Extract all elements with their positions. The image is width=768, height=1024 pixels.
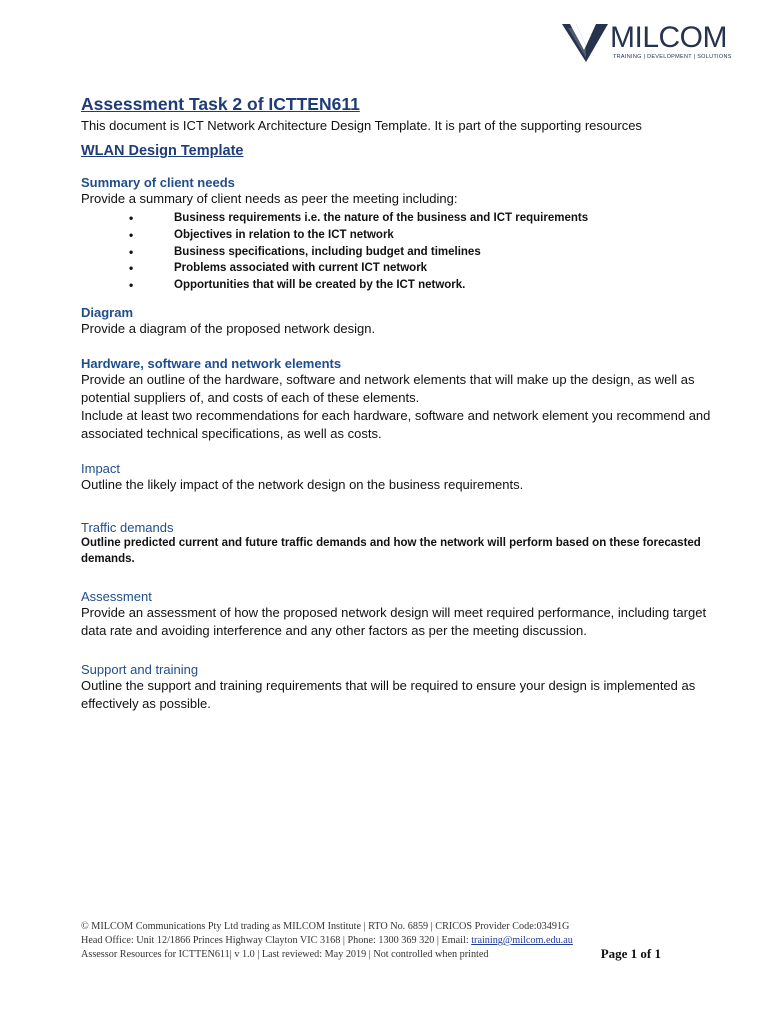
footer-contact: Head Office: Unit 12/1866 Princes Highway Clayton VIC 3168 | Phone: 1300 369 320 | Email: training@milcom.edu.au — [81, 935, 573, 946]
list-item: • Problems associated with current ICT network — [129, 261, 428, 276]
section-text: Outline the support and training requirements that will be required to ensure your design is implemented as effectively as possible. — [81, 677, 696, 711]
section-summary — [81, 175, 711, 294]
section-text-2: Include at least two recommendations for each hardware, software and network element you recommend and associated technical specifications, as well as costs. — [81, 407, 711, 441]
section-hardware — [81, 356, 711, 443]
section-text: Provide a summary of client needs as peer the meeting including: — [81, 191, 458, 206]
bullet-icon: • — [129, 211, 134, 225]
document-body — [81, 94, 711, 713]
bullet-icon: • — [129, 244, 134, 259]
section-diagram — [81, 305, 711, 338]
section-heading: Impact — [81, 460, 121, 476]
section-support — [81, 662, 711, 713]
section-heading: Traffic demands — [81, 519, 174, 535]
section-assessment — [81, 589, 711, 640]
section-text: Outline predicted current and future traffic demands and how the network will perform based on these forecasted demands. — [81, 536, 701, 565]
section-heading: Support and training — [81, 661, 199, 677]
list-item: • Opportunities that will be created by the ICT network. — [129, 278, 466, 293]
milcom-logo-mark-icon — [562, 22, 610, 62]
page-footer — [81, 920, 671, 962]
section-text: Outline the likely impact of the network design on the business requirements. — [81, 476, 524, 492]
document-intro: This document is ICT Network Architecture Design Template. It is part of the supporting resources — [81, 118, 642, 133]
section-heading: Assessment — [81, 588, 152, 604]
section-heading: Summary of client needs — [81, 175, 235, 190]
bullet-icon: • — [129, 227, 134, 242]
template-subtitle: WLAN Design Template — [81, 143, 244, 159]
footer-copyright: © MILCOM Communications Pty Ltd trading as MILCOM Institute | RTO No. 6859 | CRICOS Provider Code:03491G — [81, 921, 570, 932]
document-title: Assessment Task 2 of ICTTEN611 — [81, 94, 360, 114]
section-heading: Hardware, software and network elements — [81, 355, 342, 371]
section-text: Provide an outline of the hardware, software and network elements that will make up the design, as well as potential suppliers of, and costs of each of these elements. — [81, 371, 695, 405]
section-text: Provide an assessment of how the proposed network design will meet required performance, including target data rate and avoiding interference and any other factors as per the meeting discussion. — [81, 604, 707, 638]
list-item: • Objectives in relation to the ICT network — [129, 227, 394, 242]
bullet-icon: • — [129, 278, 134, 293]
section-text: Provide a diagram of the proposed network design. — [81, 320, 376, 336]
logo-tagline: TRAINING | DEVELOPMENT | SOLUTIONS — [613, 54, 732, 60]
logo-wordmark: MILCOM — [610, 21, 727, 54]
list-item: • Business requirements i.e. the nature of the business and ICT requirements — [129, 211, 589, 225]
section-traffic — [81, 520, 711, 567]
footer-email-link[interactable]: training@milcom.edu.au — [471, 935, 573, 946]
section-heading: Diagram — [81, 304, 134, 320]
bullet-icon: • — [129, 261, 134, 276]
section-impact — [81, 461, 711, 494]
page-number: Page 1 of 1 — [600, 946, 661, 961]
list-item: • Business specifications, including budget and timelines — [129, 244, 481, 259]
footer-version: Assessor Resources for ICTTEN611| v 1.0 | Last reviewed: May 2019 | Not controlled when printed — [81, 949, 489, 960]
client-needs-list — [81, 210, 711, 294]
milcom-logo — [562, 22, 732, 64]
